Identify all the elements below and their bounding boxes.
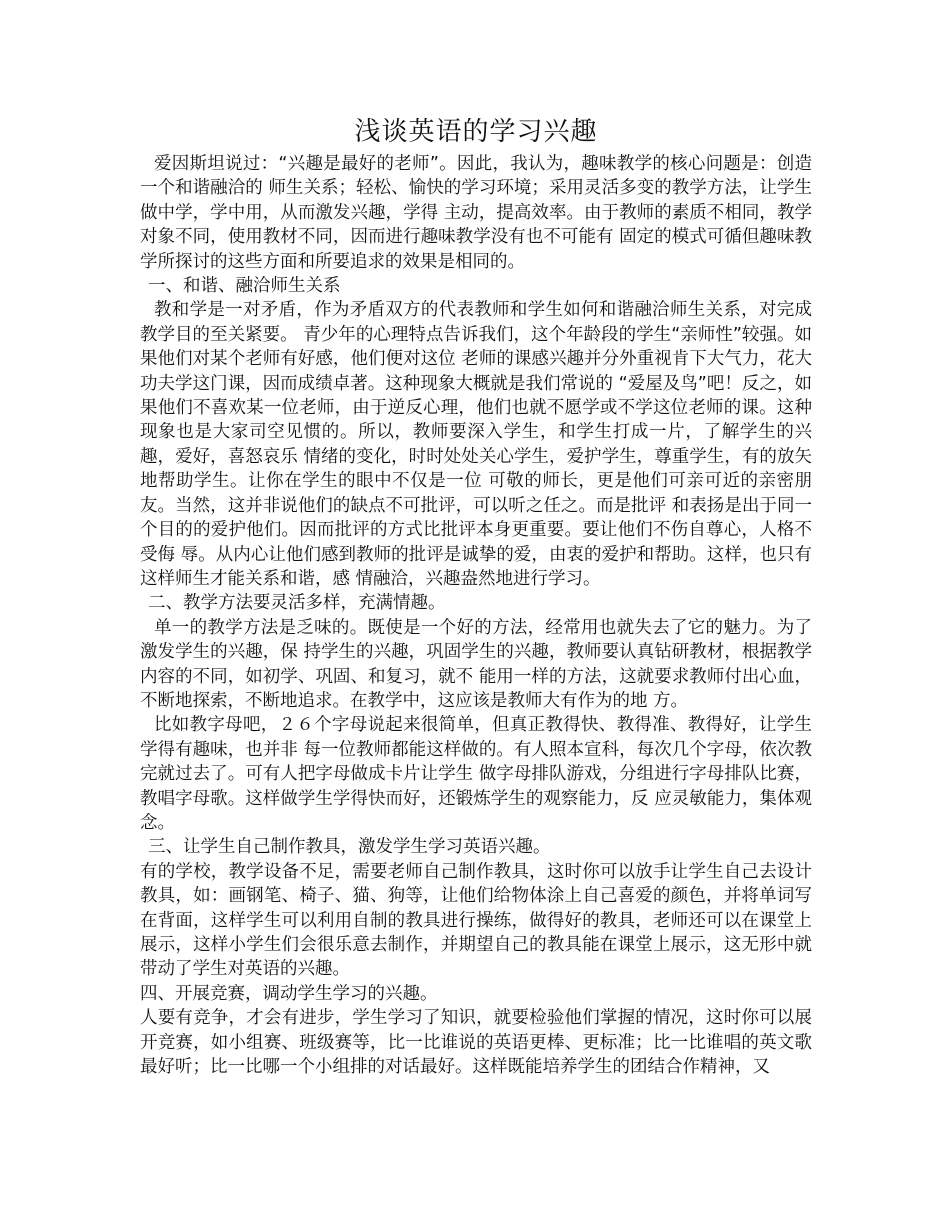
document-page [140,112,812,1079]
section-1-paragraph: 教和学是一对矛盾，作为矛盾双方的代表教师和学生如何和谐融洽师生关系，对完成教学目的至关紧要。 青少年的心理特点告诉我们，这个年龄段的学生“亲师性”较强。如果他们对某个老师有好感，他们便对这位 老师的课感兴趣并分外重视肯下大气力，花大功夫学这门课，因而成绩卓著。这种现象大概就是我们常说的 “爱屋及鸟”吧！反之，如果他们不喜欢某一位老师，由于逆反心理，他们也就不愿学或不学这位老师的课。这种现象也是大家司空见惯的。所以，教师要深入学生，和学生打成一片，了解学生的兴趣，爱好，喜怒哀乐 情绪的变化，时时处处关心学生，爱护学生，尊重学生，有的放矢地帮助学生。让你在学生的眼中不仅是一位 可敬的师长，更是他们可亲可近的亲密朋友。当然，这并非说他们的缺点不可批评，可以听之任之。而是批评 和表扬是出于同一个目的的爱护他们。因而批评的方式比批评本身更重要。要让他们不伤自尊心，人格不受侮 辱。从内心让他们感到教师的批评是诚挚的爱，由衷的爱护和帮助。这样，也只有这样师生才能关系和谐，感 情融洽，兴趣盎然地进行学习。 [140,300,812,589]
section-heading-3: 三、让学生自己制作教具，激发学生学习英语兴趣。 [148,837,551,858]
document-title: 浅谈英语的学习兴趣 [354,117,598,147]
section-heading-2: 二、教学方法要灵活多样，充满情趣。 [148,593,446,614]
section-heading-4: 四、开展竞赛，调动学生学习的兴趣。 [140,983,438,1004]
section-4-paragraph: 人要有竞争，才会有进步，学生学习了知识，就要检验他们掌握的情况，这时你可以展开竞赛，如小组赛、班级赛等，比一比谁说的英语更棒、更标准；比一比谁唱的英文歌最好听；比一比哪一个小组排的对话最好。这样既能培养学生的团结合作精神，又 [140,1008,812,1078]
section-3-paragraph: 有的学校，教学设备不足，需要老师自己制作教具，这时你可以放手让学生自己去设计教具，如：画钢笔、椅子、猫、狗等，让他们给物体涂上自己喜爱的颜色，并将单词写在背面，这样学生可以利用自制的教具进行操练，做得好的教具，老师还可以在课堂上展示，这样小学生们会很乐意去制作，并期望自己的教具能在课堂上展示，这无形中就带动了学生对英语的兴趣。 [140,861,812,980]
section-heading-1: 一、和谐、融洽师生关系 [148,276,341,297]
intro-paragraph: 爱因斯坦说过：“兴趣是最好的老师”。因此，我认为，趣味教学的核心问题是：创造一个和谐融洽的 师生关系；轻松、愉快的学习环境；采用灵活多变的教学方法，让学生做中学，学中用，从而激发兴趣，学得 主动，提高效率。由于教师的素质不相同，教学对象不同，使用教材不同，因而进行趣味教学没有也不可能有 固定的模式可循但趣味教学所探讨的这些方面和所要追求的效果是相同的。 [140,154,812,272]
section-2-paragraph-2: 比如教字母吧，２６个字母说起来很简单，但真正教得快、教得准、教得好，让学生学得有趣味，也并非 每一位教师都能这样做的。有人照本宣科，每次几个字母，依次教完就过去了。可有人把字母做成卡片让学生 做字母排队游戏，分组进行字母排队比赛，教唱字母歌。这样做学生学得快而好，还锻炼学生的观察能力，反 应灵敏能力，集体观念。 [140,715,812,833]
section-2-paragraph-1: 单一的教学方法是乏味的。既使是一个好的方法，经常用也就失去了它的魅力。为了激发学生的兴趣，保 持学生的兴趣，巩固学生的兴趣，教师要认真钻研教材，根据教学内容的不同，如初学、巩固、和复习，就不 能用一样的方法，这就要求教师付出心血，不断地探索，不断地追求。在教学中，这应该是教师大有作为的地 方。 [140,617,812,711]
